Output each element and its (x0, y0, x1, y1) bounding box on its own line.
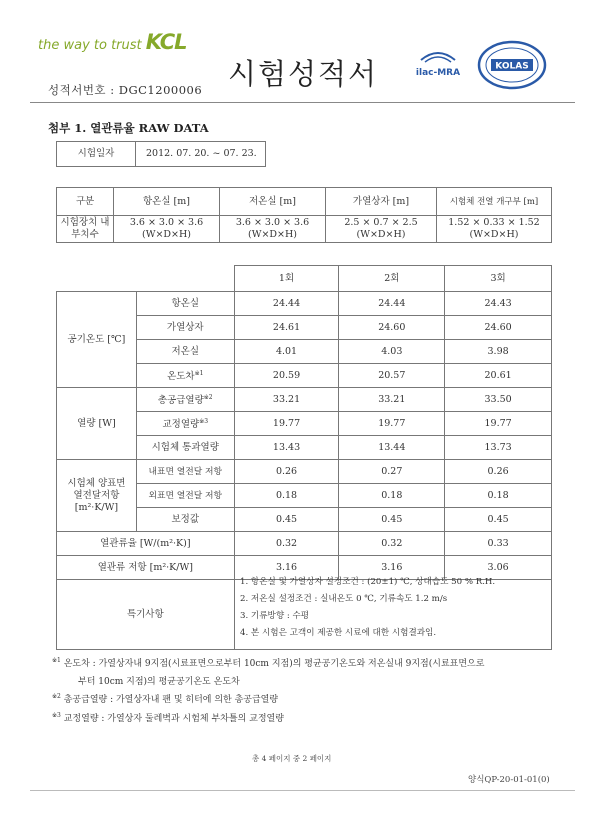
data-cell: 0.45 (339, 508, 445, 532)
data-cell: 0.32 (339, 532, 445, 556)
ilac-text: ilac-MRA (415, 68, 461, 78)
group-air-temperature: 공기온도 [℃] (57, 292, 137, 388)
data-cell: 24.60 (339, 316, 445, 340)
chamber-dimension-table (56, 187, 552, 243)
footnote-text: 온도차 : 가열상자내 9지점(시료표면으로부터 10cm 지점)의 평균공기온도와 저온실내 9지점(시료표면으로 (63, 659, 485, 669)
data-cell: 20.57 (339, 364, 445, 388)
data-cell: 0.18 (445, 484, 552, 508)
footnote-ref: ※3 (199, 417, 209, 425)
tagline: the way to trust (38, 38, 142, 53)
dim-unit: (W×D×H) (248, 229, 297, 240)
run-header: 1회 (234, 266, 339, 292)
report-number: 성적서번호 : DGC1200006 (48, 83, 203, 97)
footnote-text: 총공급열량 : 가열상자내 팬 및 히터에 의한 총공급열량 (63, 695, 279, 705)
col-header-cold-room: 저온실 [m] (220, 188, 326, 216)
row-label: 내표면 열전달 저항 (136, 460, 234, 484)
kcl-logo (38, 30, 187, 54)
footnote-ref: ※2 (203, 393, 213, 401)
r-value-label: 열관류 저항 [m²·K/W] (57, 556, 235, 580)
data-cell: 4.01 (234, 340, 339, 364)
data-cell: 0.26 (234, 460, 339, 484)
row-label-text: 온도차 (167, 371, 195, 383)
data-cell: 19.77 (234, 412, 339, 436)
col-header-hot-box: 가열상자 [m] (326, 188, 437, 216)
data-cell: 0.26 (445, 460, 552, 484)
data-cell: 24.43 (445, 292, 552, 316)
remark-item: 2. 저온실 설정조건 : 실내온도 0 ℃, 기류속도 1.2 m/s (240, 594, 448, 604)
footer-divider (30, 790, 575, 791)
kolas-logo (477, 40, 547, 90)
footnote-1-cont: 부터 10cm 지점)의 평균공기온도 온도차 (78, 677, 240, 687)
data-cell: 24.44 (339, 292, 445, 316)
dim-value: 3.6 × 3.0 × 3.6 (129, 217, 204, 228)
data-cell: 0.45 (234, 508, 339, 532)
remark-item: 1. 항온실 및 가열상자 설정조건 : (20±1) ℃, 상대습도 50 % R.H. (240, 577, 496, 587)
group-label-line: 열전달저항 (73, 489, 120, 501)
data-cell: 0.32 (234, 532, 339, 556)
data-cell: 20.59 (234, 364, 339, 388)
footnote-mark: ※2 (52, 693, 61, 700)
data-cell: 0.18 (234, 484, 339, 508)
form-number: 양식QP-20-01-01(0) (468, 775, 550, 785)
data-cell: 3.06 (445, 556, 552, 580)
row-label: 시험체 통과열량 (136, 436, 234, 460)
data-cell: 19.77 (339, 412, 445, 436)
data-cell: 4.03 (339, 340, 445, 364)
dim-unit: (W×D×H) (469, 229, 519, 240)
remarks-label: 특기사항 (57, 580, 235, 650)
data-cell: 33.21 (339, 388, 445, 412)
remark-item: 3. 기류방향 : 수평 (240, 611, 310, 621)
footnote-1 (52, 656, 484, 669)
test-date-label: 시험일자 (57, 142, 136, 167)
dim-warm-room (114, 216, 220, 243)
dim-value: 3.6 × 3.0 × 3.6 (235, 217, 310, 228)
row-label-chamber-size: 시험장치 내부치수 (57, 216, 114, 243)
test-date-table (56, 141, 266, 167)
group-heat-flow: 열량 [W] (57, 388, 137, 460)
data-cell: 3.16 (234, 556, 339, 580)
footnote-3 (52, 711, 284, 724)
row-label: 가열상자 (136, 316, 234, 340)
data-cell: 20.61 (445, 364, 552, 388)
data-cell: 24.61 (234, 316, 339, 340)
data-cell: 33.21 (234, 388, 339, 412)
kolas-text: KOLAS (495, 61, 529, 72)
test-date-value: 2012. 07. 20. ~ 07. 23. (136, 142, 266, 167)
data-cell: 13.44 (339, 436, 445, 460)
dim-unit: (W×D×H) (356, 229, 406, 240)
document-title: 시험성적서 (228, 57, 379, 91)
row-label (136, 388, 234, 412)
row-label-text: 총공급열량 (157, 395, 204, 407)
row-label (136, 364, 234, 388)
row-label-text: 교정열량 (162, 419, 200, 431)
col-header-warm-room: 항온실 [m] (114, 188, 220, 216)
data-cell: 24.60 (445, 316, 552, 340)
row-label (136, 412, 234, 436)
data-cell: 0.18 (339, 484, 445, 508)
remark-item: 4. 본 시험은 고객이 제공한 시료에 대한 시험결과임. (240, 628, 437, 638)
blank-corner (57, 266, 235, 292)
dim-specimen-opening (437, 216, 552, 243)
dim-hot-box (326, 216, 437, 243)
dim-value: 2.5 × 0.7 × 2.5 (344, 217, 418, 228)
run-header: 3회 (445, 266, 552, 292)
section-title: 첨부 1. 열관류율 RAW DATA (48, 121, 209, 135)
data-cell: 13.73 (445, 436, 552, 460)
row-label: 항온실 (136, 292, 234, 316)
footnote-ref: ※1 (194, 369, 204, 377)
brand-mark: KCL (145, 30, 187, 54)
dim-cold-room (220, 216, 326, 243)
group-label-unit: [m²·K/W] (74, 501, 119, 513)
data-cell: 0.27 (339, 460, 445, 484)
footnote-mark: ※3 (52, 712, 61, 719)
u-value-label: 열관류율 [W/(m²·K)] (57, 532, 235, 556)
row-label: 외표면 열전달 저항 (136, 484, 234, 508)
remarks-list (240, 574, 495, 642)
row-label: 저온실 (136, 340, 234, 364)
footnote-mark: ※1 (52, 657, 61, 664)
data-cell: 3.16 (339, 556, 445, 580)
data-cell: 24.44 (234, 292, 339, 316)
dim-value: 1.52 × 0.33 × 1.52 (448, 217, 540, 228)
row-label: 보정값 (136, 508, 234, 532)
group-surface-resistance (57, 460, 137, 532)
ilac-mra-logo (413, 48, 463, 82)
data-cell: 19.77 (445, 412, 552, 436)
data-cell: 33.50 (445, 388, 552, 412)
col-header-specimen-opening: 시험체 전열 개구부 [m] (437, 188, 552, 216)
col-header-category: 구분 (57, 188, 114, 216)
run-header: 2회 (339, 266, 445, 292)
footnote-text: 교정열량 : 가열상자 둘레벽과 시험체 부차틀의 교정열량 (63, 714, 284, 724)
group-label-line: 시험체 양표면 (67, 477, 126, 489)
data-cell: 3.98 (445, 340, 552, 364)
header-divider (30, 102, 575, 103)
footnote-2 (52, 692, 278, 705)
data-cell: 13.43 (234, 436, 339, 460)
page-indicator: 총 4 페이지 중 2 페이지 (252, 754, 332, 763)
data-cell: 0.33 (445, 532, 552, 556)
data-cell: 0.45 (445, 508, 552, 532)
dim-unit: (W×D×H) (142, 229, 191, 240)
